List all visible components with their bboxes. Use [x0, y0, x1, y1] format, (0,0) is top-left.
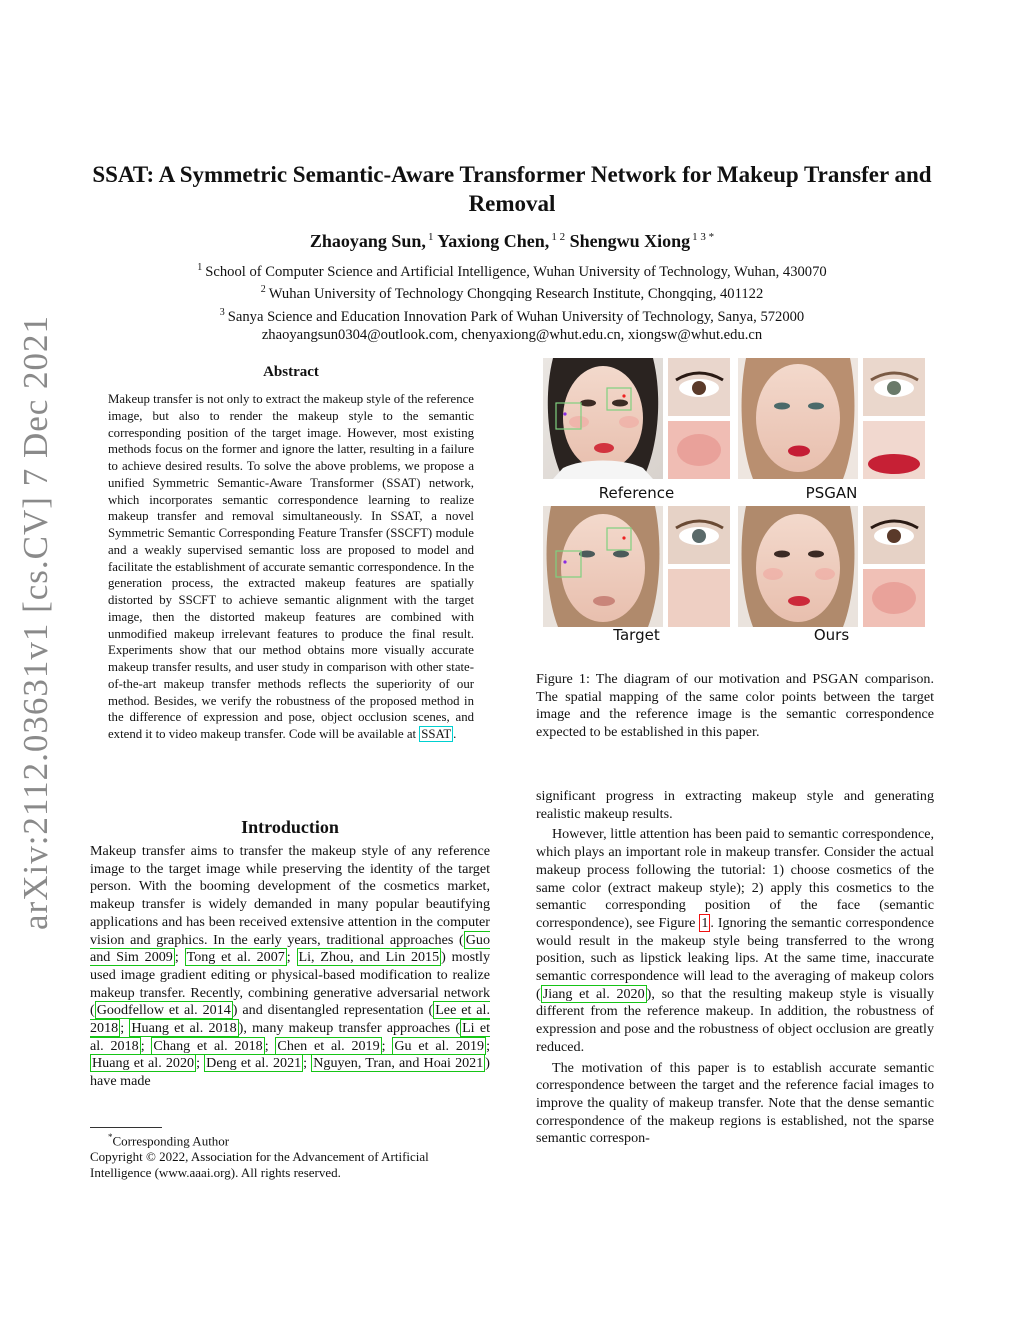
separator: ;	[264, 1037, 276, 1054]
citation-link[interactable]: Guo and Sim 2009	[90, 931, 490, 966]
figure-caption: Figure 1: The diagram of our motivation and PSGAN comparison. The spatial mapping of the same color points between the target image and the reference image is the semantic correspondence expected to be established in this paper.	[536, 671, 934, 741]
copyright-notice: Copyright © 2022, Association for the Advancement of Artificial Intelligence (www.aaai.org). All rights reserved.	[90, 1149, 429, 1181]
paragraph	[536, 826, 934, 1056]
author-emails: zhaoyangsun0304@outlook.com, chenyaxiong@whut.edu.cn, xiongsw@whut.edu.cn	[261, 327, 763, 344]
affil-number: 3	[219, 306, 225, 318]
citation-link[interactable]: Deng et al. 2021	[206, 1055, 302, 1072]
citation-link[interactable]: Tong et al. 2007	[186, 949, 285, 966]
abstract-body	[108, 391, 474, 743]
psgan-label: PSGAN	[805, 484, 858, 502]
right-column-body	[536, 788, 934, 1148]
introduction-heading: Introduction	[241, 817, 339, 837]
author-affil-mark: 1 3 *	[692, 231, 715, 243]
intro-text: ) mostly used image gradient editing or physical-based modification to realize makeup transfer. Recently, combining generative adversarial network (	[90, 949, 491, 1019]
citation-link[interactable]: Nguyen, Tran, and Hoai 2021	[313, 1055, 484, 1072]
intro-text: ) have made	[90, 1055, 490, 1090]
affiliation-line	[60, 304, 964, 326]
citation-link[interactable]: Chang et al. 2018	[153, 1037, 263, 1054]
paragraph-text: . Ignoring the semantic correspondence would result in the makeup style being transferred to the wrong position, such as lipstick leaking lips. At the same time, inaccurate semantic correspondence will lead to the averaging of makeup colors (	[536, 914, 934, 1002]
affiliation-line	[60, 281, 964, 303]
intro-text: Makeup transfer aims to transfer the makeup style of any reference image to the target image while preserving the identity of the target person. With the booming development of the cosmetics market, makeup transfer is widely demanded in many popular beautifying applications and has been received extensive attention in the computer vision and graphics. In the early years, traditional approaches (	[90, 843, 490, 948]
introduction-body	[90, 843, 490, 1091]
reference-label: Reference	[598, 484, 675, 502]
author-name: Yaxiong Chen,	[437, 231, 550, 251]
affil-text: Sanya Science and Education Innovation Park of Wuhan University of Technology, Sanya, 572000	[227, 308, 805, 325]
paragraph-text: However, little attention has been paid to semantic correspondence, which plays an important role in makeup transfer. Consider the actual makeup process following the tutorial: 1) choose cosmetics of the same color (extract makeup style); 2) apply this cosmetics to the semantic corresponding position of the face (semantic correspondence), see Figure	[536, 826, 934, 931]
intro-text: ) and disentangled representation (	[232, 1002, 434, 1019]
paper-title: SSAT: A Symmetric Semantic-Aware Transformer Network for Makeup Transfer and Removal	[92, 162, 932, 216]
code-link[interactable]: SSAT	[421, 727, 452, 741]
affiliations	[60, 259, 964, 345]
ours-label: Ours	[813, 626, 850, 644]
psgan-image	[738, 358, 925, 479]
affil-number: 2	[260, 284, 266, 296]
paragraph: significant progress in extracting makeup style and generating realistic makeup results.	[536, 788, 934, 822]
citation-link[interactable]: Huang et al. 2018	[131, 1020, 237, 1037]
ours-image	[738, 506, 925, 627]
abstract-end: .	[453, 727, 457, 741]
separator: ;	[381, 1037, 393, 1054]
footnote-rule	[90, 1127, 162, 1128]
citation-link[interactable]: Li et al. 2018	[90, 1020, 490, 1054]
separator: ;	[286, 949, 297, 966]
author-affil-mark: 1 2	[551, 231, 566, 243]
citation-link[interactable]: Jiang et al. 2020	[542, 985, 645, 1002]
intro-text: ), many makeup transfer approaches (	[238, 1020, 461, 1037]
citation-link[interactable]: Lee et al. 2018	[90, 1002, 490, 1037]
abstract-heading: Abstract	[263, 364, 319, 380]
citation-link[interactable]: Chen et al. 2019	[277, 1037, 380, 1054]
affil-text: School of Computer Science and Artificial Intelligence, Wuhan University of Technology, Wuhan, 430070	[205, 263, 827, 280]
author-affil-mark: 1	[427, 231, 434, 243]
footnote	[90, 1129, 490, 1181]
corresponding-author-note	[90, 1129, 490, 1149]
arxiv-identifier: arXiv:2112.03631v1 [cs.CV] 7 Dec 2021	[16, 314, 55, 930]
affil-text: Wuhan University of Technology Chongqing Research Institute, Chongqing, 401122	[268, 286, 764, 303]
affil-number: 1	[197, 262, 203, 273]
footnote-mark: *	[108, 1132, 113, 1142]
author-list	[60, 231, 964, 252]
separator: ;	[120, 1020, 130, 1037]
separator: ;	[303, 1055, 312, 1072]
affiliation-line	[60, 259, 964, 281]
paragraph-text: ), so that the resulting makeup style is visually different from the reference makeup. In addition, the robustness of expression and pose and the robustness of object occlusion are greatly reduced.	[536, 985, 934, 1055]
target-label: Target	[613, 626, 660, 644]
abstract-text: Makeup transfer is not only to extract the makeup style of the reference image, but also to render the makeup style to the semantic corresponding position of the target image. However, most existing methods focus on the former and ignore the latter, resulting in a failure to achieve desired results. To solve the above problems, we propose a unified Symmetric Semantic-Aware Transformer (SSAT) network, which incorporates semantic correspondence learning to realize makeup transfer and removal simultaneously. In SSAT, a novel Symmetric Semantic Corresponding Feature Transfer (SSCFT) module and a weakly supervised semantic loss are proposed to model and facilitate the establishment of accurate semantic correspondence. In the generation process, the extracted makeup features are spatially distorted by SSCFT to achieve semantic alignment with the target image, then the distorted makeup features are combined with unmodified makeup irrelevant features to produce the final result. Experiments show that our method obtains more visually accurate makeup transfer results, and user study in comparison with other state-of-the-art makeup transfer methods reflects the superiority of our method. Besides, we verify the robustness of the proposed method in the difference of expression and pose, object occlusion scenes, and extend it to video makeup transfer. Code will be available at	[108, 392, 474, 741]
separator: ;	[486, 1037, 490, 1054]
target-image	[543, 506, 730, 627]
author-name: Shengwu Xiong	[569, 231, 691, 251]
citation-link[interactable]: Gu et al. 2019	[394, 1037, 485, 1054]
separator: ;	[196, 1055, 205, 1072]
figure-reference-link[interactable]: 1	[701, 914, 709, 931]
reference-image	[543, 358, 730, 479]
citation-link[interactable]: Goodfellow et al. 2014	[96, 1002, 231, 1019]
author-name: Zhaoyang Sun,	[309, 231, 426, 251]
separator: ;	[140, 1037, 152, 1054]
citation-link[interactable]: Li, Zhou, and Lin 2015	[298, 949, 440, 966]
citation-link[interactable]: Huang et al. 2020	[92, 1055, 195, 1072]
figure-1	[543, 358, 925, 654]
separator: ;	[174, 949, 185, 966]
footnote-text: Corresponding Author	[112, 1133, 230, 1149]
paragraph: The motivation of this paper is to establish accurate semantic correspondence between the target and the reference facial images to improve the quality of makeup transfer. Note that the dense semantic correspondence of the makeup regions is established, not the sparse semantic correspon-	[536, 1059, 934, 1147]
